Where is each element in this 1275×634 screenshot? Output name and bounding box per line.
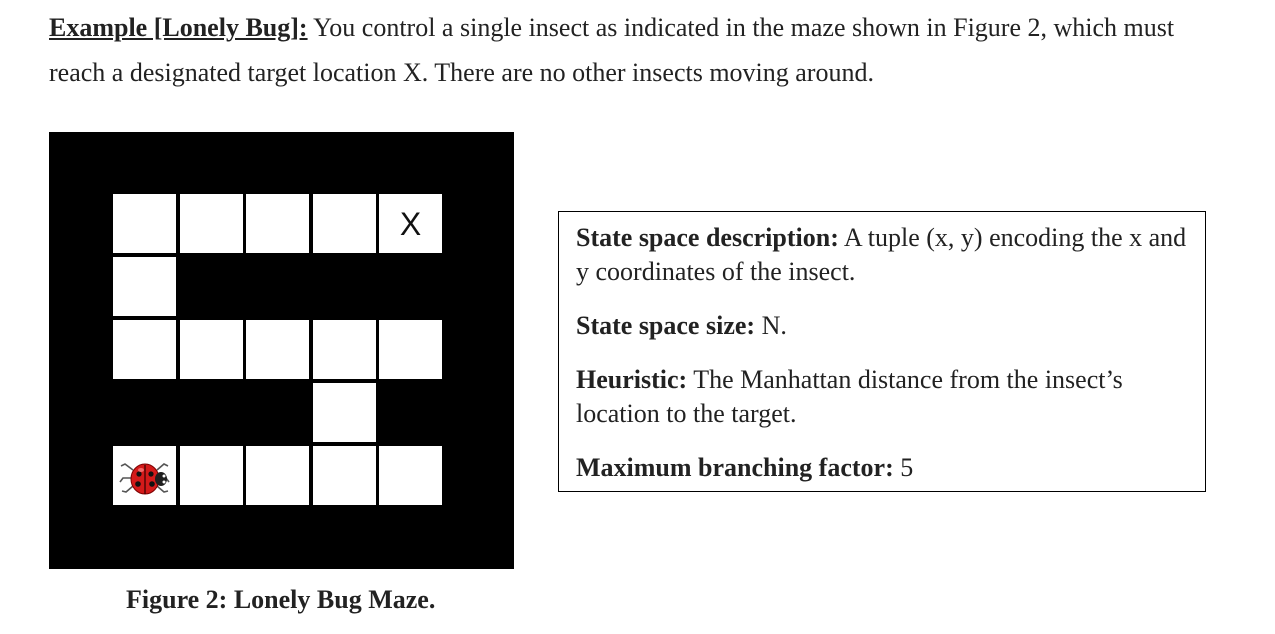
maze-open-cell	[180, 446, 243, 505]
maze-open-cell	[113, 320, 176, 379]
info-term: State space size:	[576, 311, 756, 340]
maze-open-cell	[313, 446, 376, 505]
maze-bug-cell	[113, 446, 176, 505]
heuristic	[576, 363, 1191, 431]
maze-open-cell	[246, 446, 309, 505]
state-space-description	[576, 221, 1191, 289]
maze-open-cell	[113, 257, 176, 316]
info-box	[558, 211, 1206, 492]
maze-open-cell	[313, 194, 376, 253]
info-text: 5	[893, 453, 914, 482]
target-marker: X	[399, 205, 422, 242]
maze-open-cell	[246, 194, 309, 253]
example-label: Example [Lonely Bug]:	[49, 13, 308, 42]
maze-open-cell	[379, 320, 442, 379]
figure-caption: Figure 2: Lonely Bug Maze.	[126, 585, 436, 614]
maze-open-cell	[180, 320, 243, 379]
maze-figure	[49, 132, 514, 569]
info-term: Heuristic:	[576, 365, 688, 394]
maze-open-cell	[246, 320, 309, 379]
maze-open-cell	[379, 446, 442, 505]
maze-open-cell	[113, 194, 176, 253]
maze-open-cell	[180, 194, 243, 253]
info-text: The Manhattan distance from the insect’s location to the target.	[576, 365, 1123, 428]
state-space-size	[576, 309, 1191, 343]
intro-text: You control a single insect as indicated in the maze shown in Figure 2, which must reach a designated target location X. There are no other insects moving around.	[49, 13, 1175, 87]
info-term: State space description:	[576, 223, 839, 252]
info-text: N.	[755, 311, 787, 340]
intro-paragraph	[49, 5, 1229, 95]
ladybug-icon	[119, 452, 171, 500]
info-term: Maximum branching factor:	[576, 453, 894, 482]
maze-open-cell	[313, 320, 376, 379]
info-text: A tuple (x, y) encoding the x and y coordinates of the insect.	[576, 223, 1187, 286]
maze-target-cell	[379, 194, 442, 253]
maze-open-cell	[313, 383, 376, 442]
maximum-branching-factor	[576, 451, 1191, 485]
